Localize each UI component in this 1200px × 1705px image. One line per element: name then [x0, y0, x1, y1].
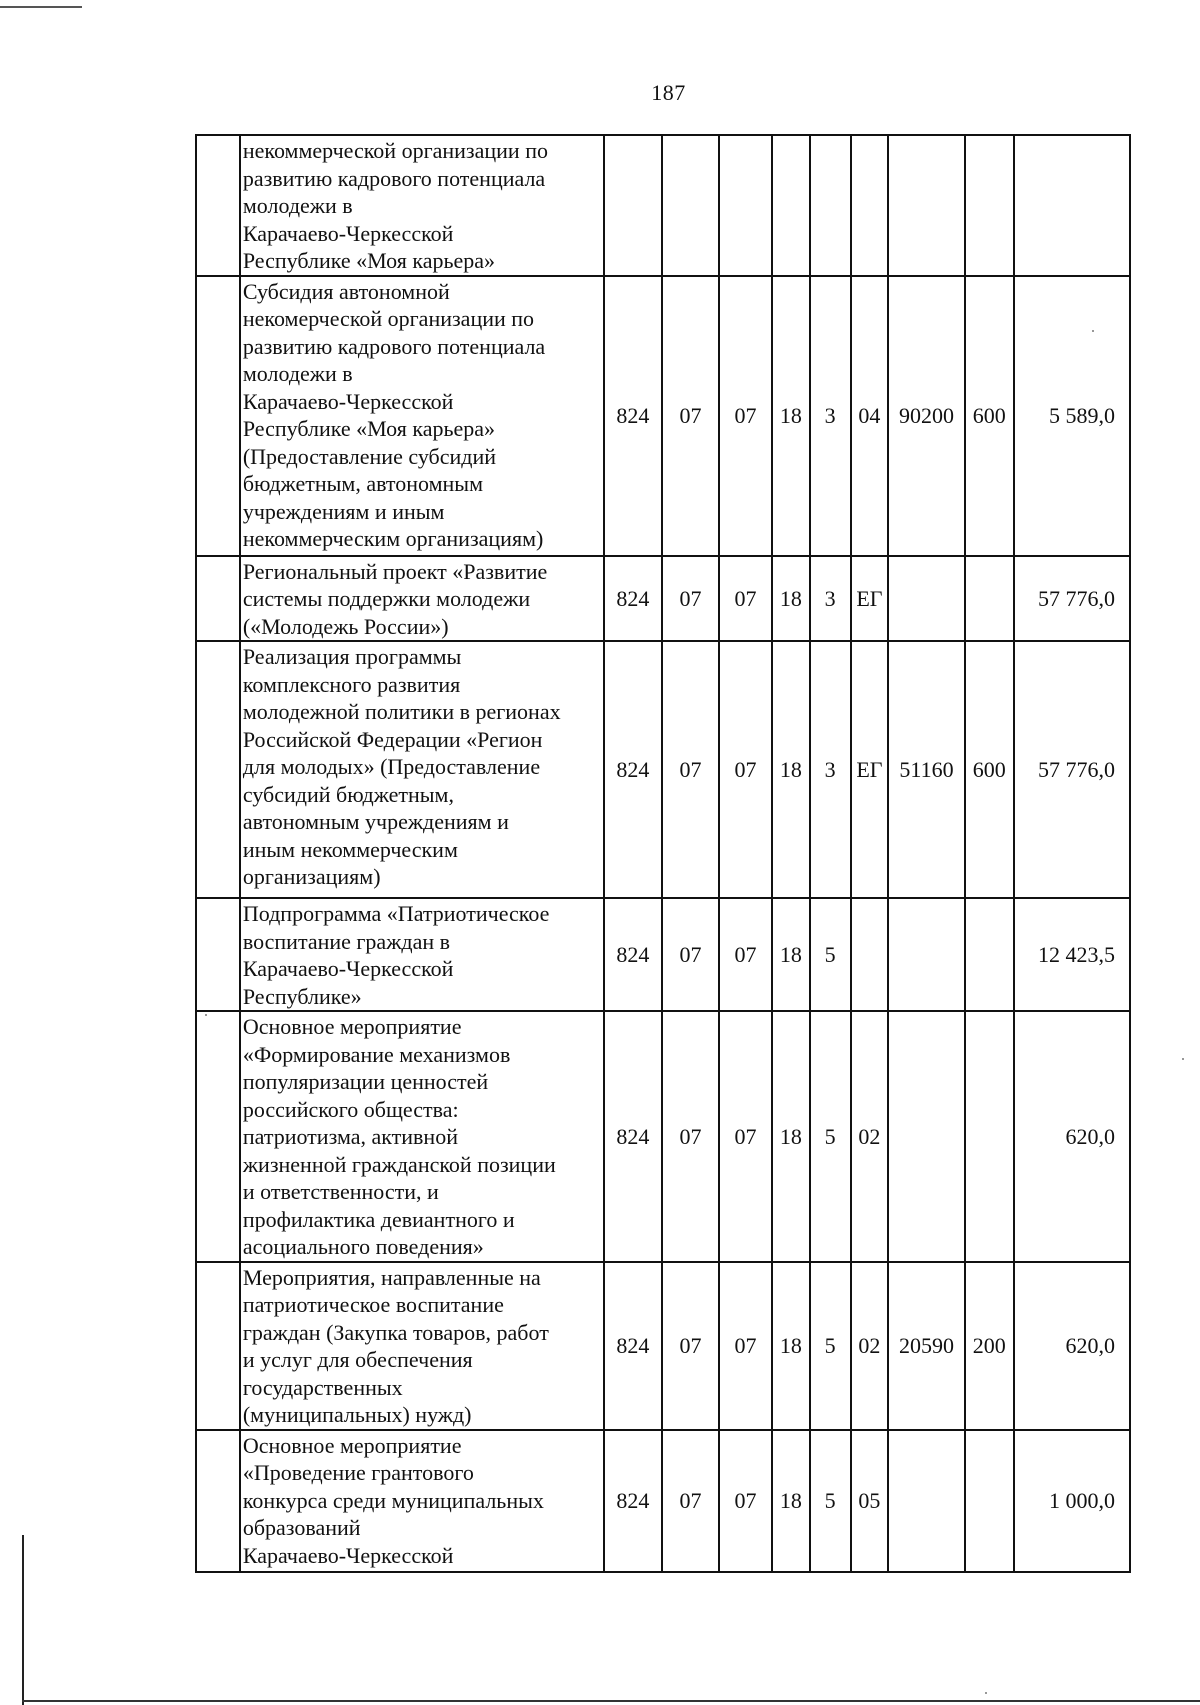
amount-cell: 620,0: [1014, 1011, 1130, 1262]
amount-cell: 1 000,0: [1014, 1430, 1130, 1572]
expense-type-cell: [965, 898, 1014, 1011]
event-code-cell: 02: [851, 1262, 889, 1430]
table-row: [196, 898, 1130, 1011]
subsection-code-cell: [719, 135, 772, 276]
section-code-cell: 07: [662, 1262, 719, 1430]
item-name-cell: Субсидия автономной некомерческой организации по развитию кадрового потенциала молодежи в Карачаево-Черкесской Республике «Моя карьера» (Предоставление субсидий бюджетным, автономным учреждениям и иным некоммерческим организациям): [240, 276, 604, 556]
subsection-code-cell: 07: [719, 641, 772, 898]
row-index-cell: [196, 641, 240, 898]
row-index-cell: [196, 276, 240, 556]
item-name-cell: Подпрограмма «Патриотическое воспитание граждан в Карачаево-Черкесской Республике»: [240, 898, 604, 1011]
ministry-code-cell: 824: [604, 556, 662, 642]
program-code-cell: 18: [772, 641, 810, 898]
item-name-cell: Региональный проект «Развитие системы поддержки молодежи («Молодежь России»): [240, 556, 604, 642]
item-name-cell: Основное мероприятие «Проведение грантового конкурса среди муниципальных образований Карачаево-Черкесской: [240, 1430, 604, 1572]
section-code-cell: 07: [662, 1011, 719, 1262]
event-code-cell: 02: [851, 1011, 889, 1262]
scan-speck: [205, 1014, 207, 1016]
amount-cell: 57 776,0: [1014, 556, 1130, 642]
event-code-cell: [851, 135, 889, 276]
expense-type-cell: 600: [965, 276, 1014, 556]
section-code-cell: 07: [662, 898, 719, 1011]
table-row: [196, 276, 1130, 556]
scan-speck: [985, 1692, 987, 1694]
subprogram-code-cell: 3: [810, 556, 851, 642]
expense-type-cell: [965, 135, 1014, 276]
program-code-cell: 18: [772, 556, 810, 642]
item-name-cell: Мероприятия, направленные на патриотическое воспитание граждан (Закупка товаров, работ и услуг для обеспечения государственных (муниципальных) нужд): [240, 1262, 604, 1430]
section-code-cell: 07: [662, 276, 719, 556]
row-index-cell: [196, 1262, 240, 1430]
event-code-cell: [851, 898, 889, 1011]
table-row: [196, 1011, 1130, 1262]
event-code-cell: 04: [851, 276, 889, 556]
table-row: [196, 1262, 1130, 1430]
direction-code-cell: [888, 898, 964, 1011]
program-code-cell: 18: [772, 1430, 810, 1572]
scan-speck: [1182, 1058, 1184, 1060]
subprogram-code-cell: 5: [810, 898, 851, 1011]
item-name-cell: Основное мероприятие «Формирование механизмов популяризации ценностей российского общества: патриотизма, активной жизненной гражданской позиции и ответственности, и профилактика девиантного и асоциального поведения»: [240, 1011, 604, 1262]
direction-code-cell: 90200: [888, 276, 964, 556]
page-number: 187: [651, 80, 686, 105]
ministry-code-cell: [604, 135, 662, 276]
expense-type-cell: 600: [965, 641, 1014, 898]
section-code-cell: 07: [662, 641, 719, 898]
subsection-code-cell: 07: [719, 898, 772, 1011]
direction-code-cell: [888, 1011, 964, 1262]
amount-cell: 57 776,0: [1014, 641, 1130, 898]
row-index-cell: [196, 1011, 240, 1262]
event-code-cell: 05: [851, 1430, 889, 1572]
subprogram-code-cell: 3: [810, 641, 851, 898]
item-name-cell: Реализация программы комплексного развития молодежной политики в регионах Российской Федерации «Регион для молодых» (Предоставление субсидий бюджетным, автономным учреждениям и иным некоммерческим организациям): [240, 641, 604, 898]
row-index-cell: [196, 898, 240, 1011]
direction-code-cell: 20590: [888, 1262, 964, 1430]
table-row: [196, 1430, 1130, 1572]
scan-edge-left: [22, 1535, 24, 1705]
direction-code-cell: [888, 1430, 964, 1572]
amount-cell: [1014, 135, 1130, 276]
expense-type-cell: [965, 556, 1014, 642]
expense-type-cell: 200: [965, 1262, 1014, 1430]
row-index-cell: [196, 556, 240, 642]
subsection-code-cell: 07: [719, 1011, 772, 1262]
table-row: [196, 556, 1130, 642]
section-code-cell: 07: [662, 1430, 719, 1572]
subsection-code-cell: 07: [719, 1430, 772, 1572]
section-code-cell: [662, 135, 719, 276]
section-code-cell: 07: [662, 556, 719, 642]
table-row: [196, 641, 1130, 898]
table-row: [196, 135, 1130, 276]
expense-type-cell: [965, 1430, 1014, 1572]
program-code-cell: 18: [772, 1262, 810, 1430]
program-code-cell: 18: [772, 276, 810, 556]
row-index-cell: [196, 135, 240, 276]
item-name-cell: некоммерческой организации по развитию кадрового потенциала молодежи в Карачаево-Черкесской Республике «Моя карьера»: [240, 135, 604, 276]
ministry-code-cell: 824: [604, 641, 662, 898]
subprogram-code-cell: 3: [810, 276, 851, 556]
direction-code-cell: 51160: [888, 641, 964, 898]
scan-edge-bottom: [22, 1700, 1200, 1702]
subsection-code-cell: 07: [719, 1262, 772, 1430]
ministry-code-cell: 824: [604, 1430, 662, 1572]
program-code-cell: 18: [772, 1011, 810, 1262]
program-code-cell: [772, 135, 810, 276]
subprogram-code-cell: 5: [810, 1011, 851, 1262]
subprogram-code-cell: 5: [810, 1262, 851, 1430]
amount-cell: 5 589,0: [1014, 276, 1130, 556]
program-code-cell: 18: [772, 898, 810, 1011]
amount-cell: 12 423,5: [1014, 898, 1130, 1011]
ministry-code-cell: 824: [604, 1011, 662, 1262]
event-code-cell: ЕГ: [851, 556, 889, 642]
scan-speck: [1092, 330, 1094, 332]
event-code-cell: ЕГ: [851, 641, 889, 898]
amount-cell: 620,0: [1014, 1262, 1130, 1430]
subprogram-code-cell: [810, 135, 851, 276]
ministry-code-cell: 824: [604, 276, 662, 556]
subprogram-code-cell: 5: [810, 1430, 851, 1572]
subsection-code-cell: 07: [719, 276, 772, 556]
row-index-cell: [196, 1430, 240, 1572]
ministry-code-cell: 824: [604, 1262, 662, 1430]
direction-code-cell: [888, 556, 964, 642]
ministry-code-cell: 824: [604, 898, 662, 1011]
expense-type-cell: [965, 1011, 1014, 1262]
subsection-code-cell: 07: [719, 556, 772, 642]
budget-table: [195, 134, 1131, 1573]
direction-code-cell: [888, 135, 964, 276]
scan-edge-top: [0, 6, 82, 8]
budget-table-body: [196, 135, 1130, 1572]
